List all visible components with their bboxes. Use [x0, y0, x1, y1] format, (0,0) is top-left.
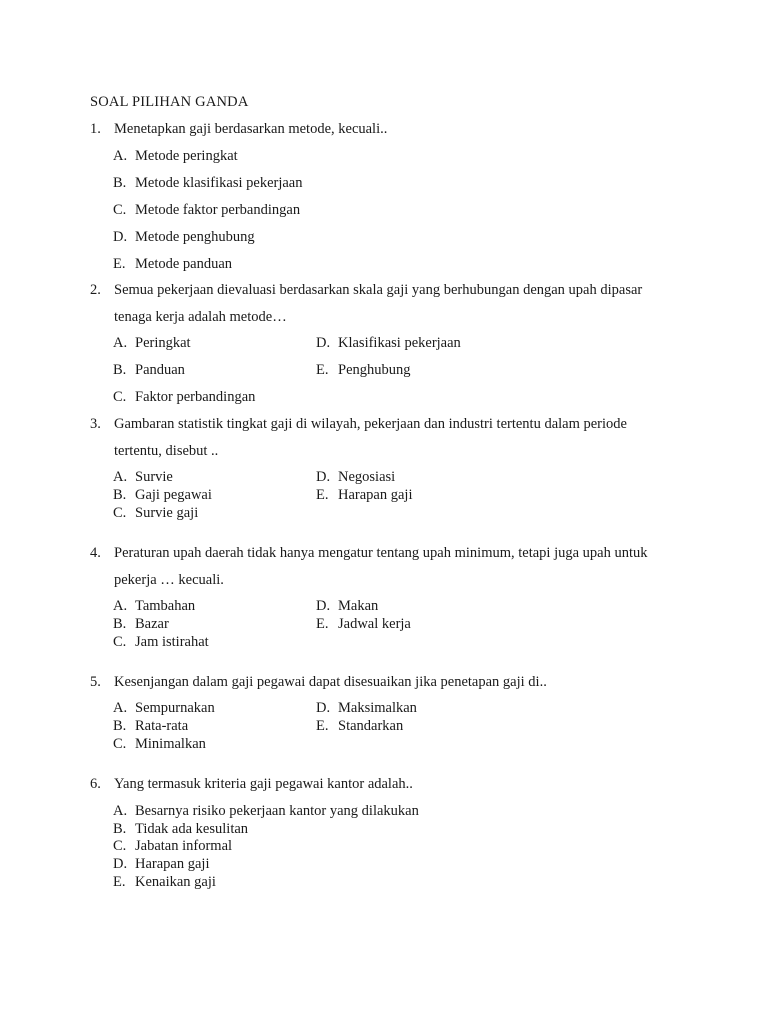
- option: [316, 597, 378, 615]
- question-text: Gambaran statistik tingkat gaji di wilayah, pekerjaan dan industri tertentu dalam periode: [114, 416, 627, 432]
- question-text: pekerja … kecuali.: [114, 572, 224, 588]
- question-text: Semua pekerjaan dievaluasi berdasarkan skala gaji yang berhubungan dengan upah dipasar: [114, 282, 643, 298]
- option-text: Tambahan: [135, 598, 196, 614]
- option: [316, 361, 411, 379]
- option: [113, 837, 232, 855]
- option-text: Metode klasifikasi pekerjaan: [135, 175, 303, 191]
- option: [113, 802, 419, 820]
- option: [113, 486, 212, 504]
- option-letter: A.: [113, 469, 128, 485]
- option: [113, 334, 191, 352]
- option: [113, 504, 198, 522]
- option-letter: A.: [113, 335, 128, 351]
- option-letter: D.: [316, 335, 331, 351]
- option-text: Peringkat: [135, 335, 191, 351]
- option-text: Maksimalkan: [338, 700, 417, 716]
- question-text: Kesenjangan dalam gaji pegawai dapat disesuaikan jika penetapan gaji di..: [114, 674, 547, 690]
- option-text: Harapan gaji: [338, 487, 413, 503]
- option: [113, 388, 255, 406]
- question-text: Peraturan upah daerah tidak hanya mengatur tentang upah minimum, tetapi juga upah untuk: [114, 545, 648, 561]
- option-text: Tidak ada kesulitan: [135, 821, 249, 837]
- option-letter: E.: [113, 256, 126, 272]
- option-letter: C.: [113, 505, 127, 521]
- option-text: Jabatan informal: [135, 838, 233, 854]
- option: [316, 486, 412, 504]
- option-letter: B.: [113, 821, 127, 837]
- option-text: Standarkan: [338, 718, 404, 734]
- option-letter: B.: [113, 487, 127, 503]
- option: [113, 717, 188, 735]
- option-text: Klasifikasi pekerjaan: [338, 335, 461, 351]
- page-title: SOAL PILIHAN GANDA: [90, 94, 249, 110]
- option-letter: E.: [316, 616, 329, 632]
- option: [113, 855, 209, 873]
- option-letter: E.: [316, 718, 329, 734]
- option: [316, 699, 417, 717]
- option-text: Besarnya risiko pekerjaan kantor yang dilakukan: [135, 803, 419, 819]
- option-letter: B.: [113, 616, 127, 632]
- option-text: Metode panduan: [135, 256, 233, 272]
- option-letter: E.: [113, 874, 126, 890]
- question-number: 4.: [90, 545, 101, 561]
- option: [113, 147, 238, 165]
- option-text: Negosiasi: [338, 469, 396, 485]
- option: [113, 174, 303, 192]
- option-text: Minimalkan: [135, 736, 206, 752]
- option-letter: B.: [113, 718, 127, 734]
- option: [113, 597, 195, 615]
- option: [113, 735, 206, 753]
- option-letter: A.: [113, 148, 128, 164]
- option-text: Survie: [135, 469, 173, 485]
- option-letter: B.: [113, 175, 127, 191]
- option: [113, 255, 232, 273]
- option-text: Penghubung: [338, 362, 411, 378]
- option: [113, 228, 255, 246]
- option-letter: D.: [113, 856, 128, 872]
- option-letter: D.: [113, 229, 128, 245]
- option-text: Sempurnakan: [135, 700, 215, 716]
- option: [113, 615, 169, 633]
- question-text: Yang termasuk kriteria gaji pegawai kantor adalah..: [114, 776, 413, 792]
- option-text: Faktor perbandingan: [135, 389, 256, 405]
- option-text: Metode faktor perbandingan: [135, 202, 301, 218]
- option: [113, 201, 300, 219]
- option-text: Panduan: [135, 362, 185, 378]
- option-text: Kenaikan gaji: [135, 874, 216, 890]
- option: [113, 820, 248, 838]
- option-text: Metode peringkat: [135, 148, 238, 164]
- question-number: 1.: [90, 121, 101, 137]
- option: [113, 699, 215, 717]
- question-number: 5.: [90, 674, 101, 690]
- option-letter: A.: [113, 598, 128, 614]
- option: [316, 334, 461, 352]
- option-text: Survie gaji: [135, 505, 199, 521]
- option-letter: E.: [316, 362, 329, 378]
- option-letter: C.: [113, 838, 127, 854]
- option: [316, 468, 395, 486]
- option: [113, 468, 173, 486]
- question-text: tenaga kerja adalah metode…: [114, 309, 287, 325]
- question-number: 6.: [90, 776, 101, 792]
- option-text: Rata-rata: [135, 718, 189, 734]
- question-number: 3.: [90, 416, 101, 432]
- option-letter: C.: [113, 202, 127, 218]
- option-letter: C.: [113, 736, 127, 752]
- question-number: 2.: [90, 282, 101, 298]
- option-letter: E.: [316, 487, 329, 503]
- option-letter: C.: [113, 389, 127, 405]
- question-text: Menetapkan gaji berdasarkan metode, kecuali..: [114, 121, 388, 137]
- question-text: tertentu, disebut ..: [114, 443, 219, 459]
- option: [316, 615, 411, 633]
- option-letter: D.: [316, 700, 331, 716]
- option: [316, 717, 403, 735]
- option-letter: A.: [113, 700, 128, 716]
- option-letter: D.: [316, 598, 331, 614]
- option-text: Gaji pegawai: [135, 487, 212, 503]
- option-text: Jadwal kerja: [338, 616, 411, 632]
- option-text: Jam istirahat: [135, 634, 209, 650]
- option-text: Makan: [338, 598, 379, 614]
- option-text: Metode penghubung: [135, 229, 255, 245]
- option-letter: B.: [113, 362, 127, 378]
- option: [113, 361, 185, 379]
- option-text: Harapan gaji: [135, 856, 210, 872]
- option-letter: A.: [113, 803, 128, 819]
- option-text: Bazar: [135, 616, 169, 632]
- option-letter: D.: [316, 469, 331, 485]
- option-letter: C.: [113, 634, 127, 650]
- option: [113, 873, 216, 891]
- option: [113, 633, 209, 651]
